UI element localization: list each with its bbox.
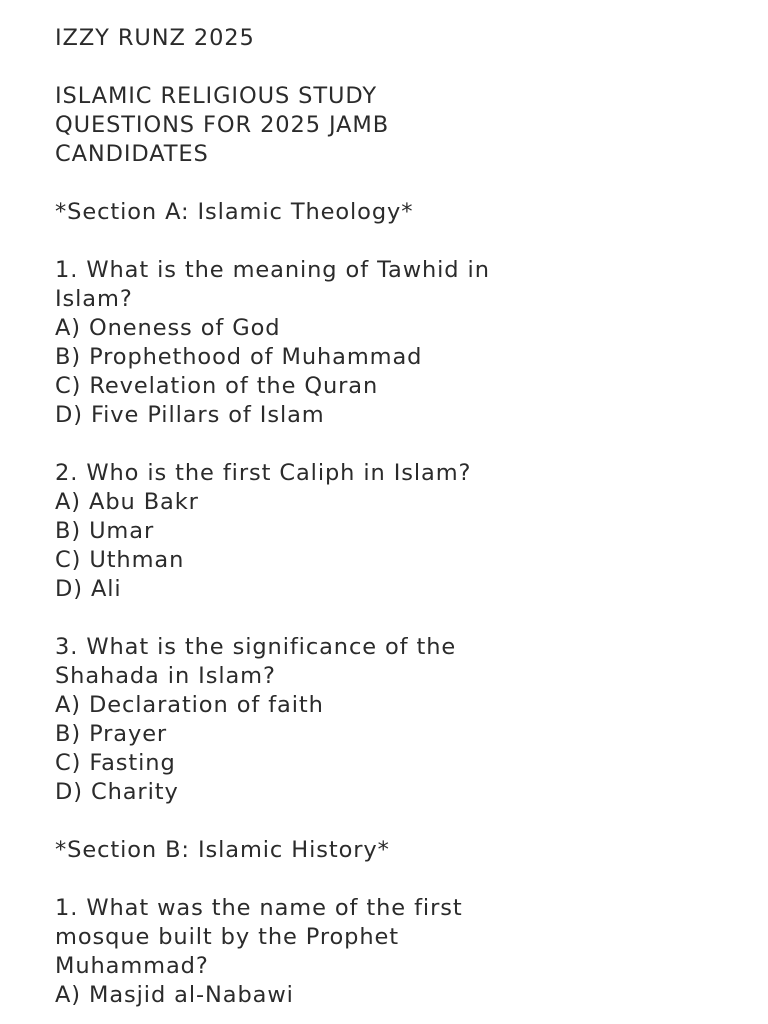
answer-option: A) Abu Bakr [55, 489, 199, 515]
document-body [55, 24, 725, 1010]
title-line: CANDIDATES [55, 141, 209, 167]
question-block [55, 894, 725, 1010]
answer-option: D) Five Pillars of Islam [55, 402, 325, 428]
section-b-heading: *Section B: Islamic History* [55, 837, 390, 863]
question-text: 1. What was the name of the first [55, 895, 463, 921]
answer-option: D) Charity [55, 779, 179, 805]
question-block [55, 459, 725, 604]
answer-option: C) Uthman [55, 547, 185, 573]
answer-option: C) Revelation of the Quran [55, 373, 379, 399]
author-line: IZZY RUNZ 2025 [55, 25, 255, 51]
question-text: Shahada in Islam? [55, 663, 276, 689]
answer-option: B) Umar [55, 518, 155, 544]
question-text: 3. What is the significance of the [55, 634, 457, 660]
title-line: QUESTIONS FOR 2025 JAMB [55, 112, 390, 138]
question-text: Islam? [55, 286, 133, 312]
answer-option: A) Masjid al-Nabawi [55, 982, 294, 1008]
question-text: Muhammad? [55, 953, 209, 979]
question-text: mosque built by the Prophet [55, 924, 399, 950]
answer-option: A) Oneness of God [55, 315, 281, 341]
question-block [55, 633, 725, 807]
question-block [55, 256, 725, 430]
question-text: 2. Who is the first Caliph in Islam? [55, 460, 472, 486]
document-title [55, 82, 725, 169]
title-line: ISLAMIC RELIGIOUS STUDY [55, 83, 378, 109]
answer-option: A) Declaration of faith [55, 692, 324, 718]
answer-option: B) Prayer [55, 721, 168, 747]
answer-option: C) Fasting [55, 750, 176, 776]
answer-option: B) Prophethood of Muhammad [55, 344, 423, 370]
section-a-heading: *Section A: Islamic Theology* [55, 199, 414, 225]
question-text: 1. What is the meaning of Tawhid in [55, 257, 490, 283]
answer-option: D) Ali [55, 576, 122, 602]
